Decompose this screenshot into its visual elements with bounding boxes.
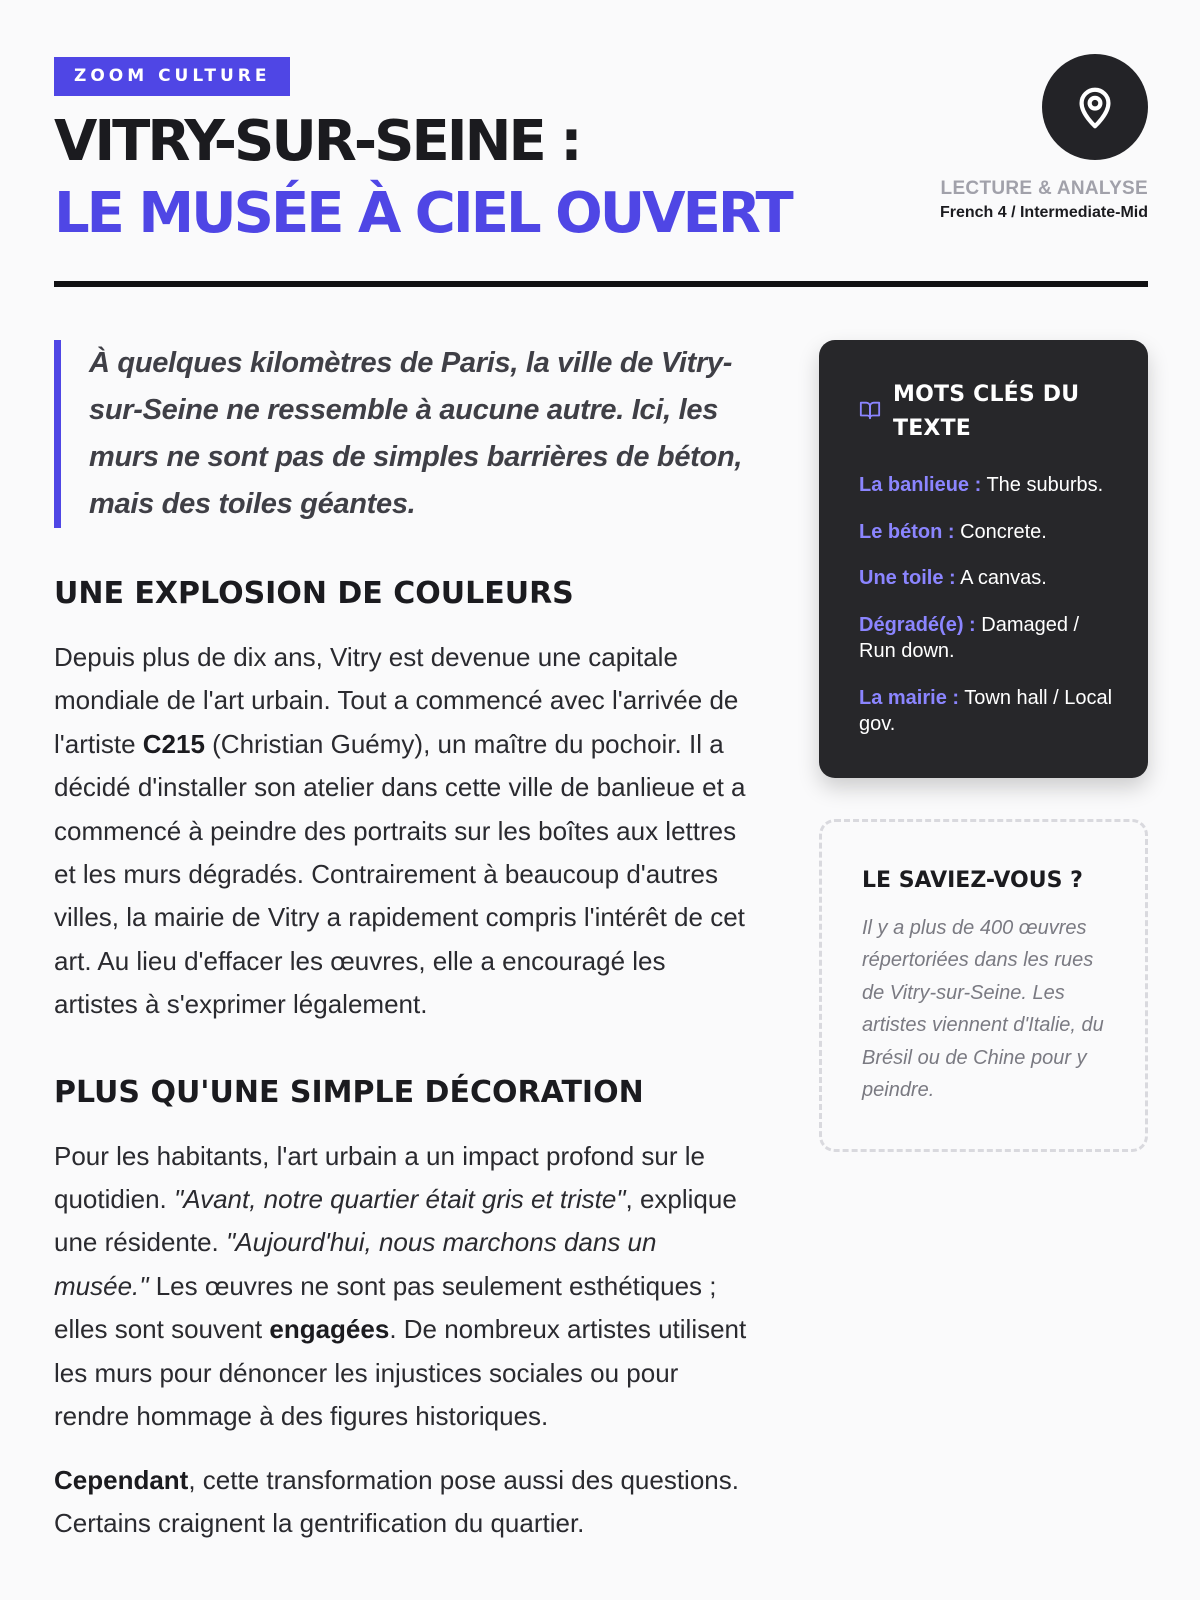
vocabulary-title: MOTS CLÉS DU TEXTE <box>893 382 1080 441</box>
header-divider <box>54 281 1148 287</box>
vocab-item: Une toile : A canvas. <box>859 567 1047 589</box>
paragraph-1: Depuis plus de dix ans, Vitry est devenue une capitale mondiale de l'art urbain. Tout a commencé avec l'arrivée de l'artiste C215 (Christian Guémy), un maître du pochoir. Il a décidé d'installer son atelier dans cette ville de banlieue et a commencé à peindre des portraits sur les boîtes aux lettres et les murs dégradés. Contrairement à beaucoup d'autres villes, la mairie de Vitry a rapidement compris l'intérêt de cet art. Au lieu d'effacer les œuvres, elle a encouragé les artistes à s'exprimer légalement. <box>54 642 746 1020</box>
sidebar <box>819 340 1148 1152</box>
vocab-item: La mairie : Town hall / Local gov. <box>859 686 1113 735</box>
did-you-know-text: Il y a plus de 400 œuvres répertoriées dans les rues de Vitry-sur-Seine. Les artistes viennent d'Italie, du Brésil ou de Chine pour y peindre. <box>862 916 1104 1101</box>
vocabulary-box <box>819 340 1148 778</box>
did-you-know-box <box>819 819 1148 1152</box>
vocabulary-header <box>859 378 1118 446</box>
vocab-item: Le béton : Concrete. <box>859 520 1047 543</box>
section-title-couleurs: UNE EXPLOSION DE COULEURS <box>54 576 574 611</box>
meta-kicker: LECTURE & ANALYSE <box>940 178 1148 199</box>
page-title: VITRY-SUR-SEINE : <box>54 109 580 174</box>
lead-quote: À quelques kilomètres de Paris, la ville de Vitry-sur-Seine ne ressemble à aucune autre. Ici, les murs ne sont pas de simples barrières de béton, mais des toiles géantes. <box>54 340 754 528</box>
section-title-decoration: PLUS QU'UNE SIMPLE DÉCORATION <box>54 1074 644 1110</box>
book-open-icon <box>859 399 881 426</box>
paragraph-3: Cependant, cette transformation pose aussi des questions. Certains craignent la gentrification du quartier. <box>54 1464 739 1538</box>
article <box>54 340 754 1545</box>
vocab-item: La banlieue : The suburbs. <box>859 474 1104 496</box>
vocab-item: Dégradé(e) : Damaged / Run down. <box>859 613 1080 662</box>
section-badge: ZOOM CULTURE <box>54 57 290 96</box>
worksheet-meta <box>940 176 1148 224</box>
page-header <box>54 57 1148 287</box>
paragraph-2: Pour les habitants, l'art urbain a un impact profond sur le quotidien. "Avant, notre quartier était gris et triste", explique une résidente. "Aujourd'hui, nous marchons dans un musée." Les œuvres ne sont pas seulement esthétiques ; elles sont souvent engagées. De nombreux artistes utilisent les murs pour dénoncer les injustices sociales ou pour rendre hommage à des figures historiques. <box>54 1140 747 1432</box>
page-subtitle: LE MUSÉE À CIEL OUVERT <box>54 181 791 246</box>
meta-level: French 4 / Intermediate-Mid <box>939 204 1148 221</box>
did-you-know-title: LE SAVIEZ-VOUS ? <box>862 867 1083 893</box>
map-pin-icon <box>1042 54 1148 160</box>
